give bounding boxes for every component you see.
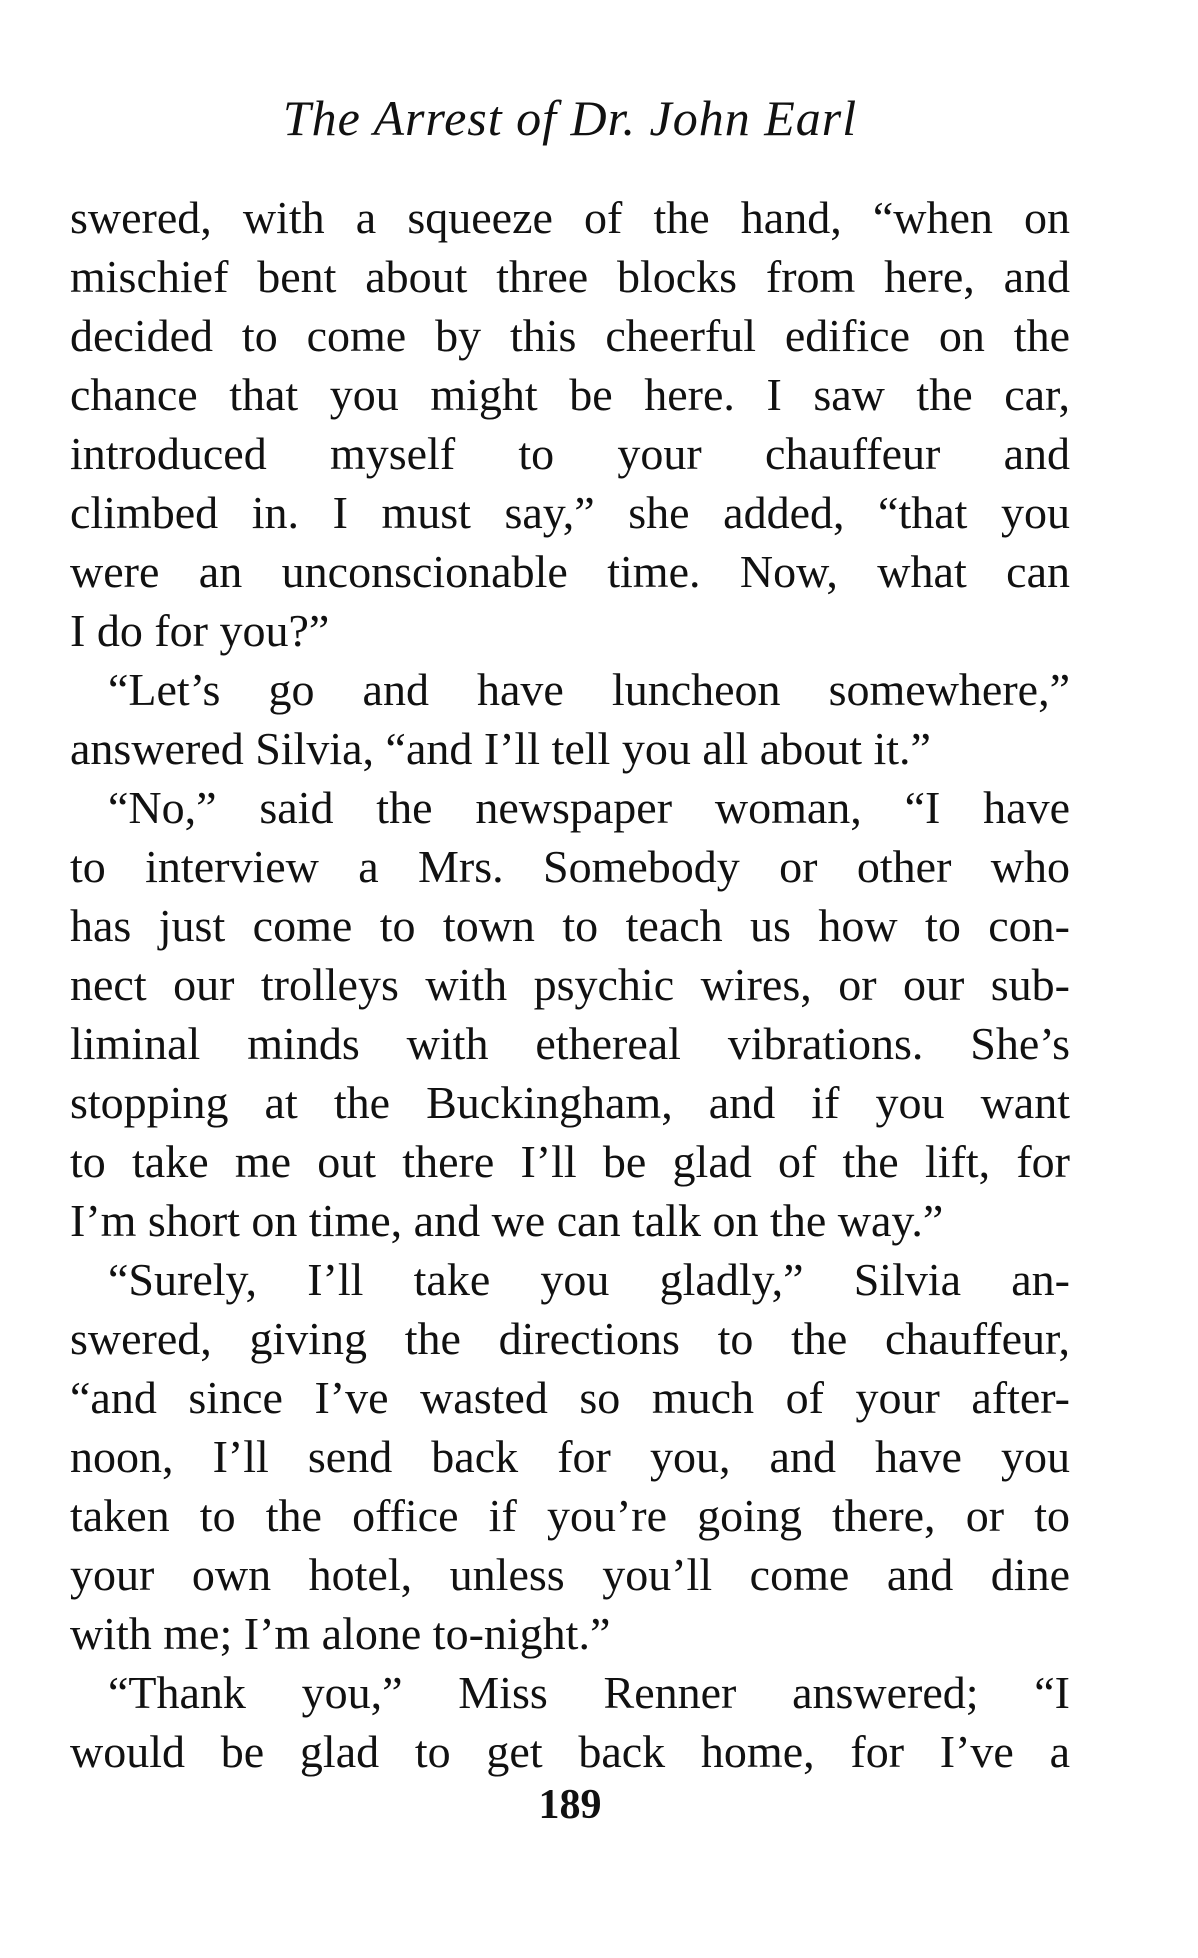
text-line: with me; I’m alone to-night.” <box>70 1608 611 1659</box>
text-line: mischief bent about three blocks from here, and <box>70 251 1070 302</box>
text-line: I’m short on time, and we can talk on the way.” <box>70 1195 944 1246</box>
text-line: taken to the office if you’re going there, or to <box>70 1490 1070 1541</box>
text-line: “Thank you,” Miss Renner answered; “I <box>108 1667 1070 1718</box>
text-line: decided to come by this cheerful edifice on the <box>70 310 1070 361</box>
running-head: The Arrest of Dr. John Earl <box>282 90 858 146</box>
text-line: “Surely, I’ll take you gladly,” Silvia an- <box>108 1254 1070 1305</box>
body-text <box>70 188 1070 1781</box>
text-line: were an unconscionable time. Now, what can <box>70 546 1070 597</box>
text-line: swered, giving the directions to the chauffeur, <box>70 1313 1070 1364</box>
text-line: chance that you might be here. I saw the car, <box>70 369 1070 420</box>
text-line: has just come to town to teach us how to con- <box>70 900 1070 951</box>
text-line: would be glad to get back home, for I’ve a <box>70 1726 1070 1777</box>
text-line: swered, with a squeeze of the hand, “when on <box>70 192 1070 243</box>
page-number: 189 <box>538 1782 602 1828</box>
text-line: to interview a Mrs. Somebody or other who <box>70 841 1070 892</box>
text-line: stopping at the Buckingham, and if you want <box>70 1077 1070 1128</box>
text-line: introduced myself to your chauffeur and <box>70 428 1070 479</box>
text-line: your own hotel, unless you’ll come and dine <box>70 1549 1070 1600</box>
text-line: answered Silvia, “and I’ll tell you all about it.” <box>70 723 931 774</box>
text-line: to take me out there I’ll be glad of the lift, for <box>70 1136 1070 1187</box>
text-line: “No,” said the newspaper woman, “I have <box>108 782 1070 833</box>
text-line: I do for you?” <box>70 605 330 656</box>
text-line: “Let’s go and have luncheon somewhere,” <box>108 664 1070 715</box>
text-line: “and since I’ve wasted so much of your after- <box>70 1372 1070 1423</box>
text-line: liminal minds with ethereal vibrations. She’s <box>70 1018 1070 1069</box>
text-line: climbed in. I must say,” she added, “that you <box>70 487 1070 538</box>
text-line: nect our trolleys with psychic wires, or our sub- <box>70 959 1070 1010</box>
text-line: noon, I’ll send back for you, and have you <box>70 1431 1070 1482</box>
